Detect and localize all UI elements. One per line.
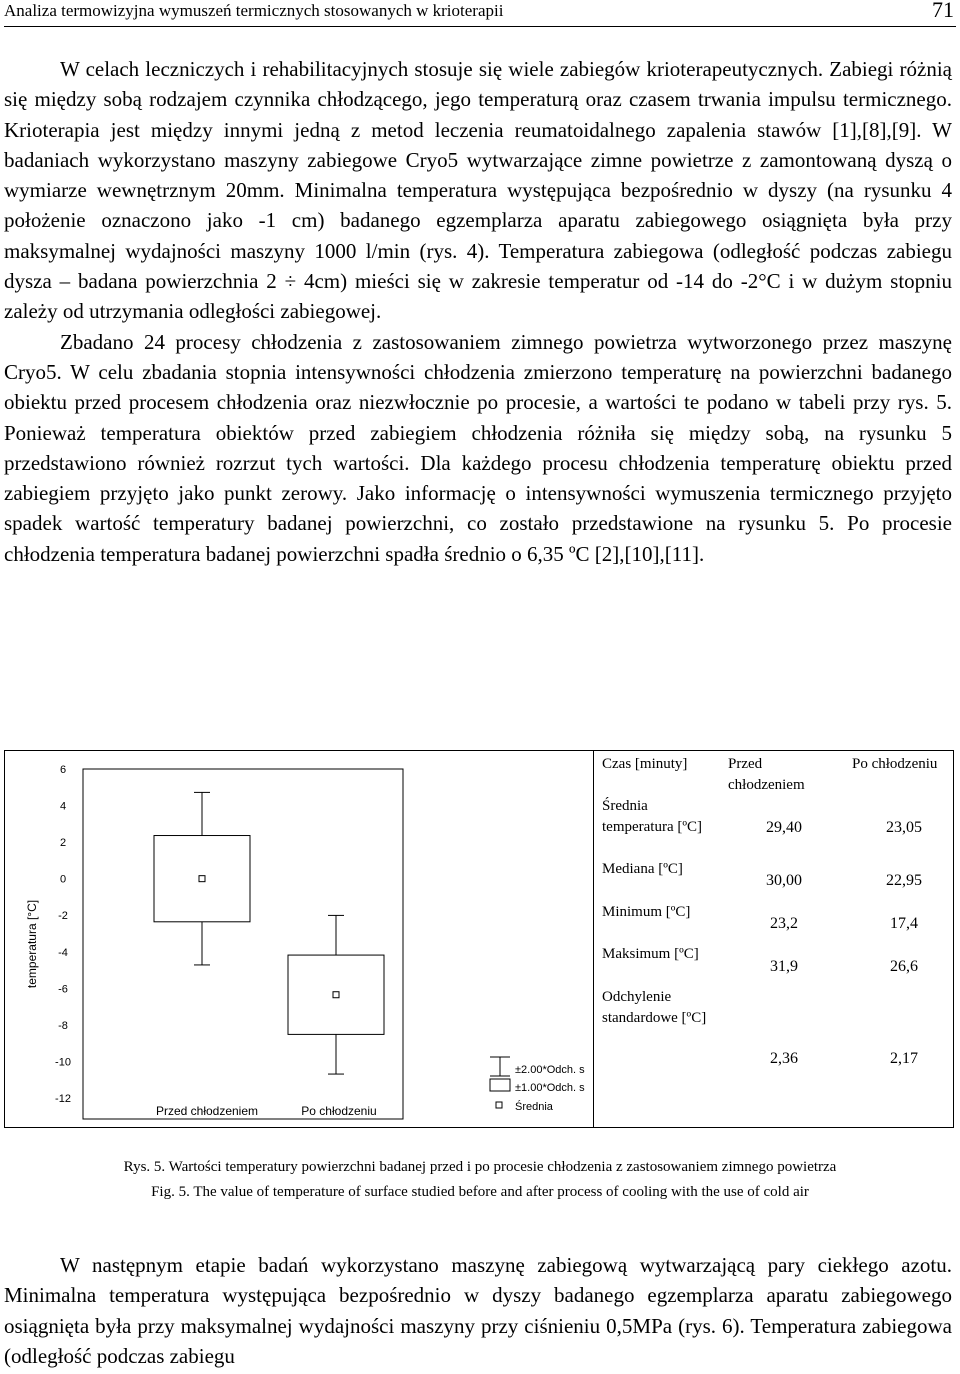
y-tick-label: 0: [59, 873, 67, 886]
stats-row-label: Średnia temperatura [ºC]: [602, 798, 703, 835]
legend-label: Średnia: [515, 1101, 553, 1113]
figure-5: [4, 750, 954, 1128]
y-tick-label: 6: [59, 764, 67, 776]
stats-row-label: Maksimum [ºC]: [602, 946, 699, 962]
y-tick-label: 2: [59, 837, 67, 850]
y-tick-label: -6: [58, 983, 68, 996]
stats-header-time: Czas [minuty]: [602, 756, 688, 772]
y-tick-label: -4: [58, 946, 68, 959]
stats-row-before: 31,9: [770, 958, 798, 975]
y-tick-label: -8: [58, 1019, 68, 1032]
running-header: [4, 0, 956, 27]
stats-header-after: Po chłodzeniu: [852, 756, 938, 772]
stats-row-after: 22,95: [886, 872, 922, 889]
page-number: 71: [932, 0, 954, 22]
paragraph-3: W następnym etapie badań wykorzystano maszynę zabiegową wytwarzającą pary ciekłego azotu. Minimalna temperatura występująca bezpośrednio w dyszy badanego egzemplarza aparatu zabiegowego osiągnięta była przy maksymalnej wydajności maszyny przy ciśnieniu 0,5MPa (rys. 6). Temperatura zabiegowa (odległość podczas zabiegu: [4, 1253, 952, 1368]
paragraph-1: W celach leczniczych i rehabilitacyjnych stosuje się wiele zabiegów krioterapeutycznych. Zabiegi różnią się między sobą rodzajem czynnika chłodzącego, jego temperaturą oraz czasem trwania impulsu termicznego. Krioterapia jest między innymi jedną z metod leczenia reumatoidalnego zapalenia stawów [1],[8],[9]. W badaniach wykorzystano maszyny zabiegowe Cryo5 wytwarzające zimne powietrze z zamontowaną dyszą o wymiarze wewnętrznym 20mm. Minimalna temperatura występująca bezpośrednio w dyszy (na rysunku 4 położenie oznaczono jako -1 cm) badanego egzemplarza aparatu zabiegowego osiągnięta była przy maksymalnej wydajności maszyny 1000 l/min (rys. 4). Temperatura zabiegowa (odległość podczas zabiegu dysza – badana powierzchnia 2 ÷ 4cm) mieści się w zakresie temperatur od -14 do -2°C i w dużym stopniu zależy od utrzymania odległości zabiegowej.: [4, 57, 952, 324]
plot-frame: [83, 769, 403, 1119]
y-tick-label: -10: [55, 1056, 71, 1069]
stats-row-before: 2,36: [770, 1050, 798, 1067]
legend-mean-symbol: [496, 1102, 502, 1108]
figure-caption-pl: Rys. 5. Wartości temperatury powierzchni badanej przed i po procesie chłodzenia z zastosowaniem zimnego powietrza: [123, 1159, 837, 1175]
stats-row-before: 29,40: [766, 819, 802, 836]
stats-row-before: 30,00: [766, 872, 802, 889]
mean-marker: [199, 876, 205, 882]
box-plot-chart: [5, 751, 593, 1127]
y-tick-label: 4: [59, 800, 67, 813]
running-title: Analiza termowizyjna wymuszeń termicznych stosowanych w krioterapii: [4, 1, 504, 20]
stats-row-label: Mediana [ºC]: [602, 861, 683, 877]
legend-box-symbol: [490, 1079, 510, 1091]
figure-caption-en: Fig. 5. The value of temperature of surface studied before and after process of cooling with the use of cold air: [151, 1184, 809, 1200]
stats-row-after: 23,05: [886, 819, 922, 836]
stats-header-before: Przed chłodzeniem: [728, 756, 805, 793]
x-category-label: Po chłodzeniu: [301, 1104, 377, 1118]
stats-row-after: 17,4: [890, 915, 918, 932]
x-category-label: Przed chłodzeniem: [155, 1104, 259, 1118]
stats-row-label: Minimum [ºC]: [602, 904, 691, 920]
stats-table: [594, 751, 954, 1127]
legend-label: ±1.00*Odch. s: [515, 1082, 585, 1094]
stats-row-after: 2,17: [890, 1050, 918, 1067]
stats-row-before: 23,2: [770, 915, 798, 932]
mean-marker: [333, 992, 339, 998]
body-text: [4, 54, 952, 569]
paragraph-2: Zbadano 24 procesy chłodzenia z zastosowaniem zimnego powietrza wytworzonego przez maszynę Cryo5. W celu zbadania stopnia intensywności chłodzenia zmierzono temperaturę na powierzchni badanego obiektu przed procesem chłodzenia oraz niezwłocznie po procesie, a wartości te podano w tabeli przy rys. 5. Ponieważ temperatura obiektów przed zabiegiem chłodzenia różniła się między sobą, na rysunku 5 przedstawiono również rozrzut tych wartości. Dla każdego procesu chłodzenia temperaturę obiektu przed zabiegiem przyjęto jako punkt zerowy. Jako informację o intensywności wymuszenia termicznego przyjęto spadek wartość temperatury badanej powierzchni, co zostało przedstawione na rysunku 5. Po procesie chłodzenia temperatura badanej powierzchni spadła średnio o 6,35 ºC [2],[10],[11].: [4, 329, 952, 566]
body-text-bottom: [4, 1250, 952, 1371]
stats-row-label: Odchylenie standardowe [ºC]: [602, 989, 707, 1026]
y-axis-label: temperatura [°C]: [25, 899, 39, 989]
y-tick-label: -12: [55, 1093, 71, 1105]
legend-label: ±2.00*Odch. s: [515, 1064, 585, 1076]
y-tick-label: -2: [58, 910, 68, 923]
stats-row-after: 26,6: [890, 958, 918, 975]
